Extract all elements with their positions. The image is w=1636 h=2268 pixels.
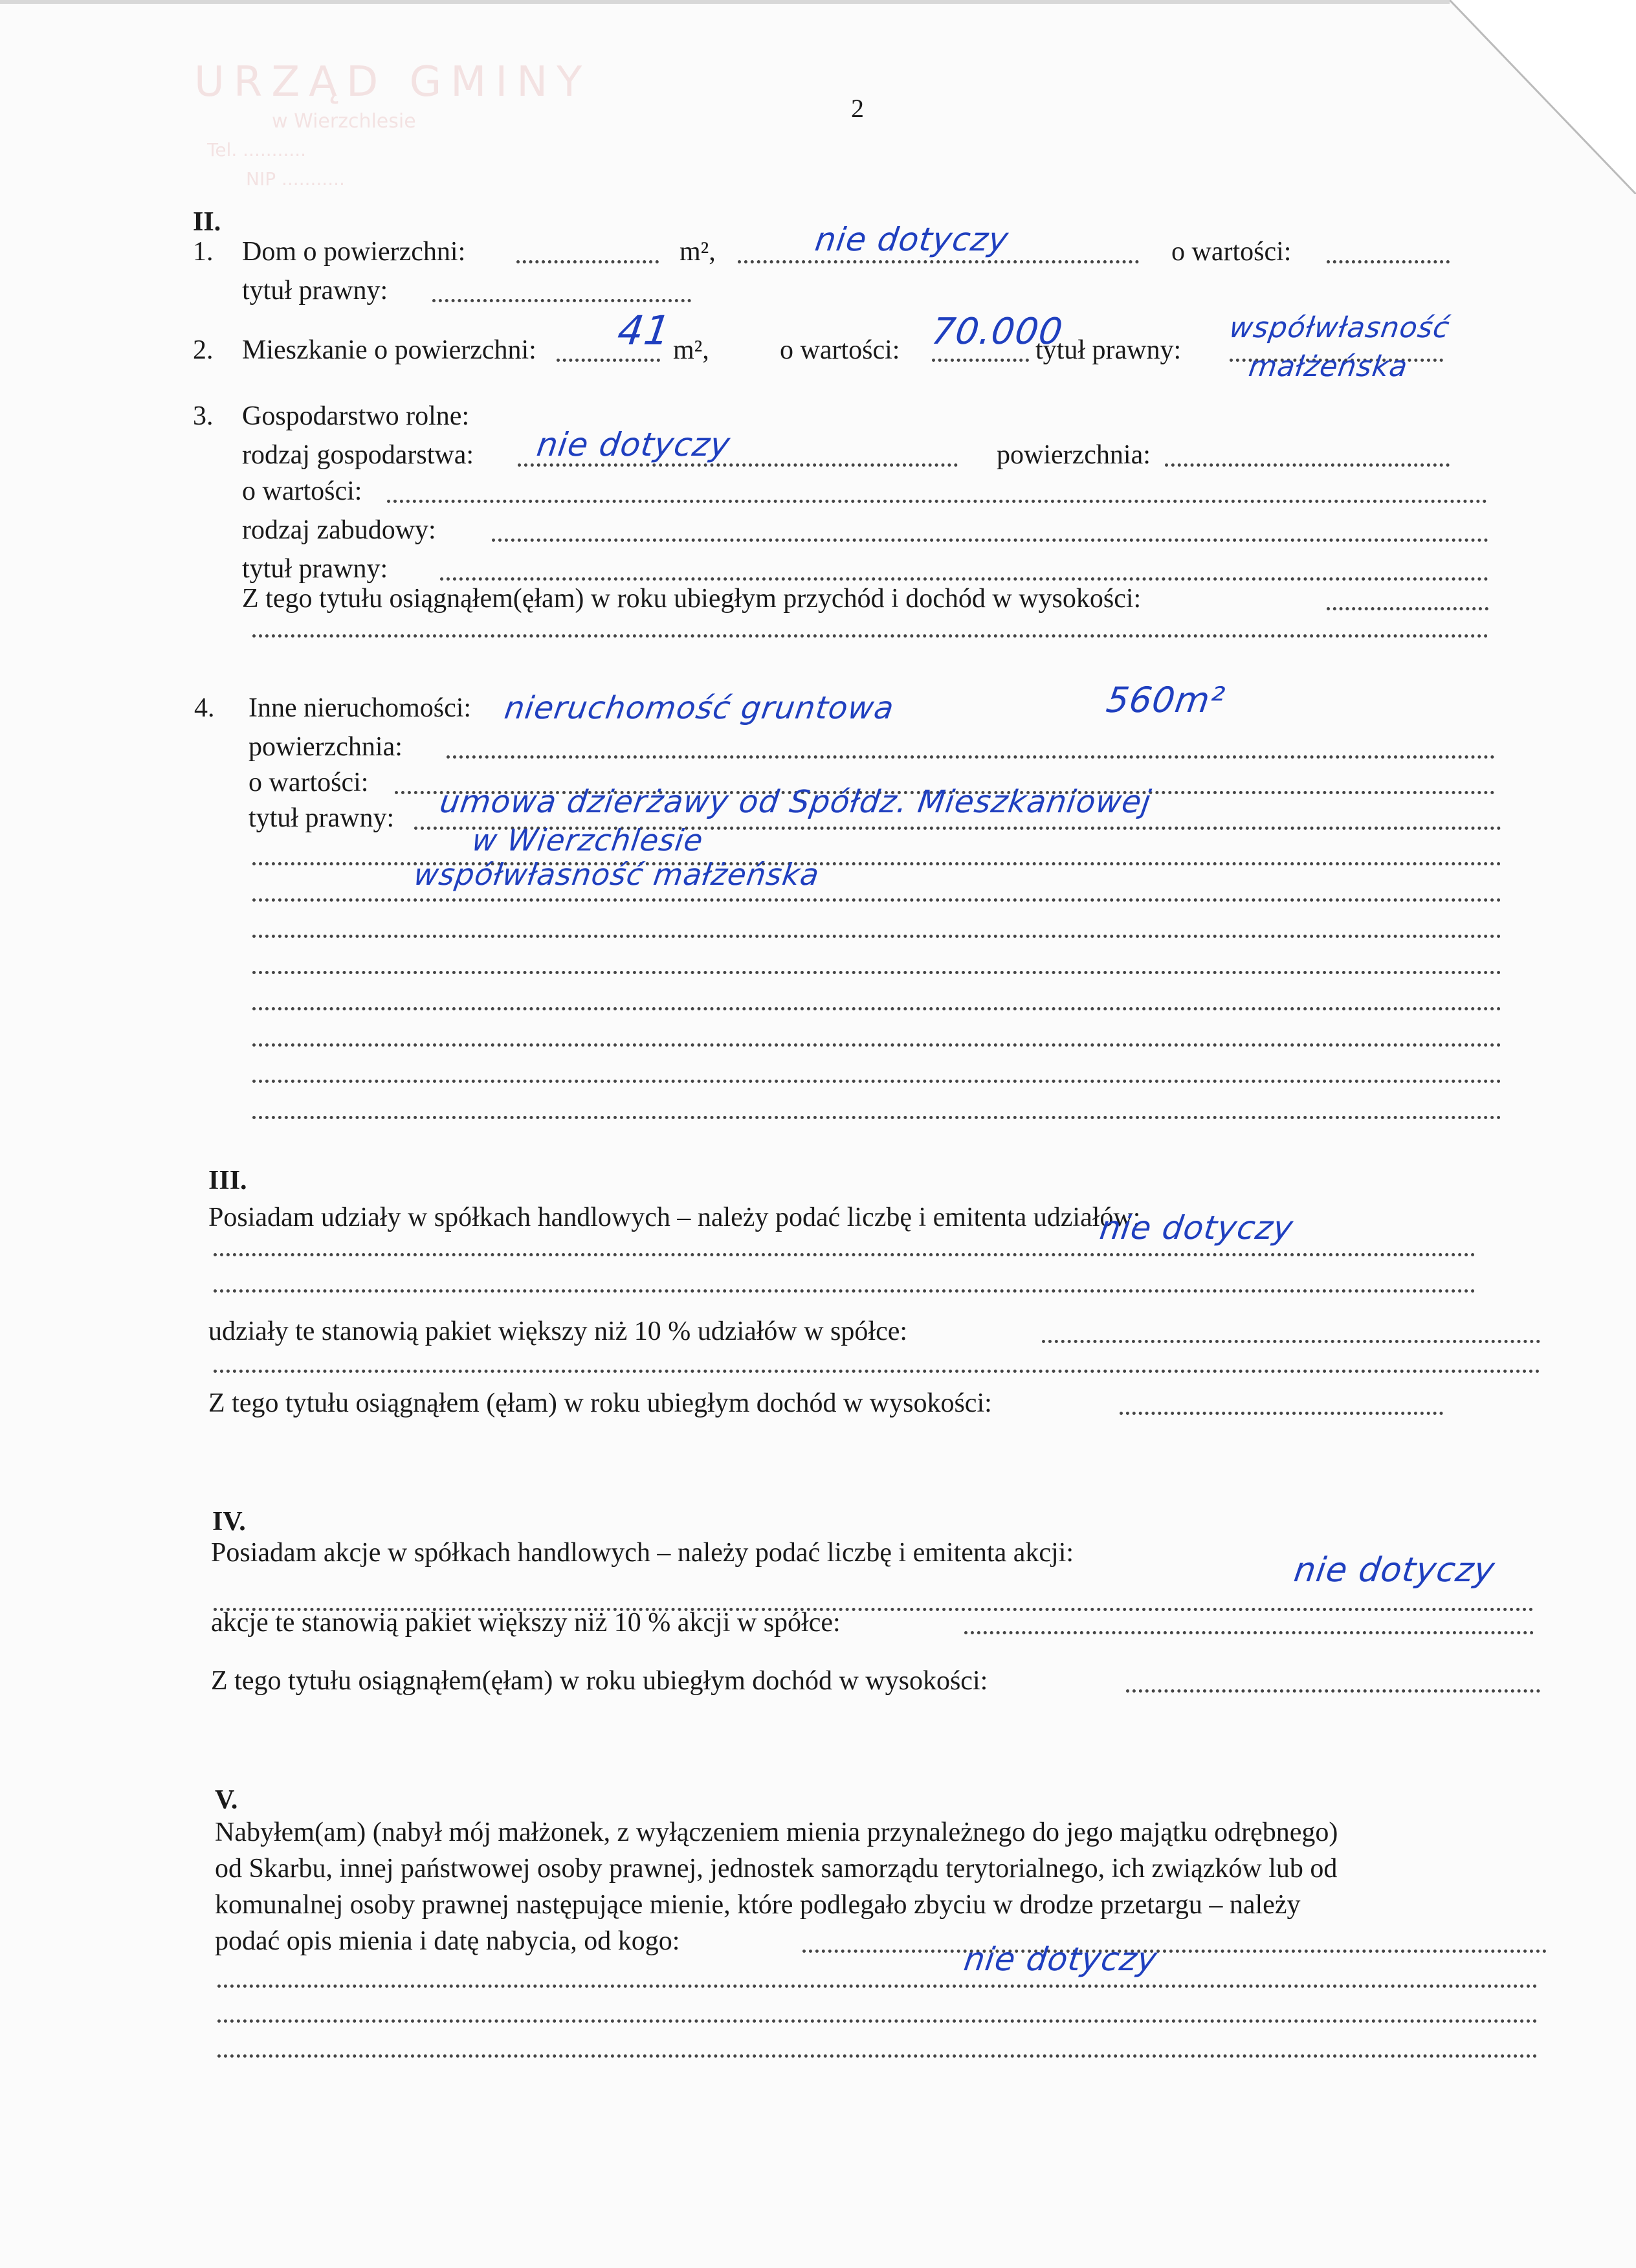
other-line [252, 935, 1501, 938]
house-value-label: o wartości: [1171, 237, 1292, 267]
flat-title-label: tytuł prawny: [1035, 335, 1182, 365]
top-border-shadow [0, 0, 1450, 4]
flat-area-label: Mieszkanie o powierzchni: [242, 335, 536, 365]
handwritten-answer: nie dotyczy [812, 221, 1011, 258]
farm-type-label: rodzaj gospodarstwa: [242, 440, 474, 470]
stamp-line: w Wierzchlesie [272, 110, 416, 133]
stamp-line: NIP ........... [246, 168, 345, 190]
farm-title-field[interactable] [440, 577, 1488, 581]
handwritten-flat-title: współwłasność [1227, 311, 1452, 344]
stocks-pack-label: akcje te stanowią pakiet większy niż 10 % akcji w spółce: [211, 1608, 841, 1638]
section-heading: II. [193, 207, 221, 237]
shares-pack-field[interactable] [1042, 1340, 1540, 1343]
section-heading: IV. [212, 1507, 246, 1537]
shares-pack-label: udziały te stanowią pakiet większy niż 10 % udziałów w spółce: [208, 1317, 908, 1346]
handwritten-other-title-3: współwłasność małżeńska [412, 857, 822, 892]
handwritten-flat-title: małżeńska [1246, 350, 1410, 383]
flat-value-field[interactable] [932, 359, 1029, 362]
flat-value-label: o wartości: [780, 335, 900, 365]
handwritten-answer: nie dotyczy [1291, 1551, 1498, 1590]
section-heading: III. [208, 1166, 247, 1195]
farm-build-label: rodzaj zabudowy: [242, 515, 436, 545]
item-number: 1. [193, 237, 214, 267]
handwritten-other-property: nieruchomość gruntowa [502, 690, 897, 726]
house-note-field[interactable] [738, 260, 1139, 263]
house-area-label: Dom o powierzchni: [242, 237, 466, 267]
other-value-label: o wartości: [249, 768, 369, 797]
handwritten-flat-area: 41 [614, 307, 674, 354]
farm-income-field[interactable] [1327, 607, 1488, 610]
other-area-label: powierzchnia: [249, 732, 403, 762]
shares-field-2[interactable] [214, 1289, 1476, 1293]
stamp-line: Tel. ........... [207, 139, 307, 161]
farm-area-label: powierzchnia: [997, 440, 1151, 470]
other-line [252, 1116, 1501, 1119]
handwritten-answer: nie dotyczy [961, 1940, 1160, 1978]
handwritten-other-title-2: w Wierzchlesie [470, 823, 706, 858]
other-line [252, 1043, 1501, 1047]
item-number: 3. [193, 401, 214, 431]
handwritten-answer: nie dotyczy [534, 426, 733, 463]
farm-label: Gospodarstwo rolne: [242, 401, 470, 431]
house-area-field[interactable] [516, 260, 659, 263]
farm-income-label: Z tego tytułu osiągnąłem(ęłam) w roku ubiegłym przychód i dochód w wysokości: [242, 584, 1142, 614]
acquired-label-line: Nabyłem(am) (nabył mój małżonek, z wyłączeniem mienia przynależnego do jego majątku odrębnego) [215, 1818, 1338, 1847]
farm-value-field[interactable] [387, 500, 1487, 503]
acquired-label-line: komunalnej osoby prawnej następujące mienie, które podlegało zbyciu w drodze przetargu – należy [215, 1890, 1301, 1920]
house-value-field[interactable] [1327, 260, 1450, 263]
acquired-field-4[interactable] [217, 2054, 1538, 2058]
stocks-income-label: Z tego tytułu osiągnąłem(ęłam) w roku ubiegłym dochód w wysokości: [211, 1666, 988, 1696]
acquired-field-3[interactable] [217, 2019, 1538, 2023]
shares-field[interactable] [214, 1253, 1476, 1256]
stocks-label: Posiadam akcje w spółkach handlowych – należy podać liczbę i emitenta akcji: [211, 1538, 1074, 1568]
item-number: 2. [193, 335, 214, 365]
stamp-title: URZĄD GMINY [194, 58, 591, 106]
handwritten-flat-value: 70.000 [929, 311, 1066, 353]
farm-area-field[interactable] [1165, 463, 1450, 467]
handwritten-other-area: 560m² [1103, 680, 1228, 720]
house-title-field[interactable] [432, 299, 691, 302]
unit-label: m², [680, 237, 716, 267]
house-title-label: tytuł prawny: [242, 276, 388, 306]
handwritten-other-title: umowa dzierżawy od Spółdz. Mieszkaniowej [437, 784, 1154, 820]
other-line [252, 898, 1501, 902]
shares-pack-field-2[interactable] [214, 1370, 1540, 1373]
stocks-income-field[interactable] [1126, 1689, 1540, 1693]
acquired-label-line: podać opis mienia i datę nabycia, od kogo: [215, 1926, 680, 1956]
farm-title-label: tytuł prawny: [242, 554, 388, 584]
other-line [252, 1007, 1501, 1010]
other-line [252, 1080, 1501, 1083]
shares-label: Posiadam udziały w spółkach handlowych – należy podać liczbę i emitenta udziałów: [208, 1203, 1141, 1232]
acquired-field-2[interactable] [217, 1984, 1538, 1988]
farm-build-field[interactable] [492, 539, 1488, 542]
acquired-label-line: od Skarbu, innej państwowej osoby prawnej, jednostek samorządu terytorialnego, ich związków lub od [215, 1854, 1338, 1884]
folded-corner [1424, 0, 1636, 194]
shares-income-field[interactable] [1120, 1412, 1443, 1415]
handwritten-answer: nie dotyczy [1097, 1209, 1296, 1247]
stocks-pack-field[interactable] [964, 1631, 1534, 1634]
farm-value-label: o wartości: [242, 476, 362, 506]
shares-income-label: Z tego tytułu osiągnąłem (ęłam) w roku ubiegłym dochód w wysokości: [208, 1388, 992, 1418]
flat-area-field[interactable] [557, 359, 660, 362]
other-property-label: Inne nieruchomości: [249, 693, 472, 723]
page-number: 2 [851, 94, 864, 123]
unit-label: m², [673, 335, 709, 365]
acquired-field[interactable] [802, 1950, 1547, 1953]
other-line [252, 971, 1501, 974]
other-title-label: tytuł prawny: [249, 803, 395, 833]
farm-income-field-2[interactable] [252, 634, 1488, 638]
farm-type-field[interactable] [518, 463, 958, 467]
other-area-field[interactable] [447, 755, 1495, 759]
section-heading: V. [215, 1785, 238, 1815]
item-number: 4. [194, 693, 215, 723]
